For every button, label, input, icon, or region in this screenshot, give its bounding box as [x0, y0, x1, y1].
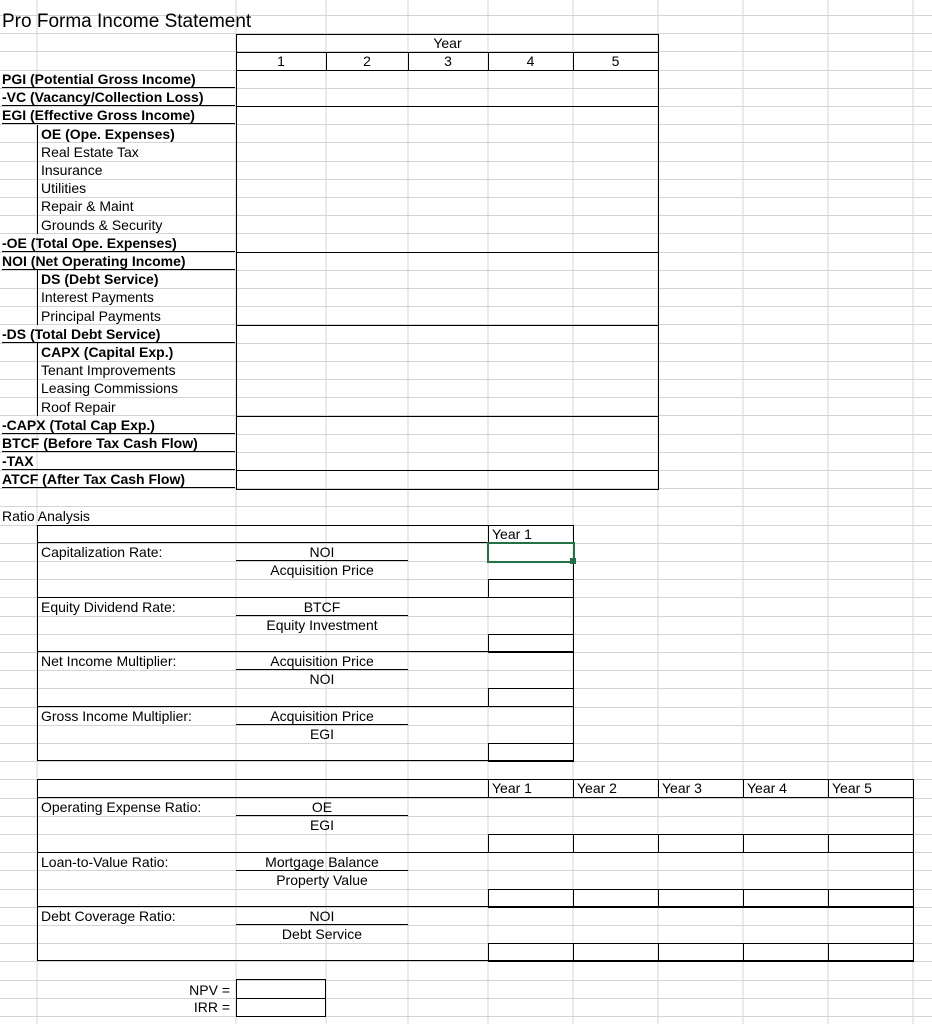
ratio-denominator: EGI — [309, 817, 335, 833]
label-column-border — [37, 343, 38, 416]
year-column-divider — [488, 52, 489, 70]
row-label: Interest Payments — [41, 289, 154, 306]
ratio-result-cell[interactable] — [488, 743, 574, 762]
ratio-result-cell[interactable] — [828, 943, 914, 962]
row-label: Real Estate Tax — [41, 143, 139, 160]
ratio-denominator: Debt Service — [281, 926, 363, 942]
row-label: Tenant Improvements — [41, 362, 176, 379]
year-column-header: 2 — [363, 53, 371, 69]
row-label: -CAPX (Total Cap Exp.) — [2, 416, 155, 433]
ratio-numerator: OE — [311, 799, 333, 815]
ratio-label: Capitalization Rate: — [41, 544, 163, 560]
ratio-result-cell[interactable] — [573, 889, 659, 908]
row-label: -OE (Total Ope. Expenses) — [2, 234, 177, 251]
ratio-row-rule — [37, 706, 574, 707]
row-label: DS (Debt Service) — [41, 271, 159, 288]
ratio-result-cell[interactable] — [658, 834, 744, 853]
ratio-label: Loan-to-Value Ratio: — [41, 853, 169, 870]
ratio-result-cell[interactable] — [658, 889, 744, 908]
row-label: Repair & Maint — [41, 198, 134, 215]
row-label: -DS (Total Debt Service) — [2, 325, 161, 342]
row-label: OE (Ope. Expenses) — [41, 125, 175, 142]
year-column-divider — [326, 52, 327, 70]
ratio-row-rule — [37, 852, 914, 853]
ratio-result-cell[interactable] — [828, 889, 914, 908]
data-section[interactable] — [236, 325, 659, 417]
ratio-numerator: Acquisition Price — [270, 653, 374, 670]
data-section[interactable] — [236, 70, 659, 107]
selected-cell[interactable] — [487, 542, 575, 563]
ratio-result-cell[interactable] — [658, 943, 744, 962]
ratio-denominator: NOI — [309, 671, 335, 688]
year-column-divider — [488, 779, 489, 797]
year1-left-border — [488, 525, 489, 543]
ratio-denominator: Property Value — [276, 871, 368, 888]
ratio-numerator: BTCF — [303, 598, 341, 615]
ratio-result-cell[interactable] — [488, 834, 574, 853]
ratio-numerator: Acquisition Price — [270, 708, 374, 725]
year-column-header: Year 4 — [747, 780, 787, 796]
ratio-result-cell[interactable] — [743, 834, 829, 853]
ratio-result-cell[interactable] — [488, 634, 574, 653]
year-column-header: Year 2 — [577, 780, 617, 796]
row-label: Insurance — [41, 162, 103, 178]
ratio-row-rule — [37, 597, 574, 598]
row-label-underline — [2, 487, 235, 488]
row-label: Grounds & Security — [41, 216, 163, 233]
ratio-label: Debt Coverage Ratio: — [41, 908, 176, 924]
row-label: BTCF (Before Tax Cash Flow) — [2, 435, 198, 451]
ratio-result-cell[interactable] — [488, 579, 574, 598]
ratio-result-cell[interactable] — [488, 688, 574, 707]
ratio-result-cell[interactable] — [828, 834, 914, 853]
year-column-header: 5 — [611, 53, 620, 69]
ratio-denominator: Acquisition Price — [270, 562, 374, 578]
ratio-numerator: NOI — [309, 908, 335, 924]
year-column-header: Year 1 — [492, 780, 532, 796]
year-column-header: 4 — [526, 53, 535, 69]
label-column-border — [37, 270, 38, 325]
row-label: Roof Repair — [41, 398, 116, 415]
ratio-denominator: Equity Investment — [266, 616, 378, 633]
ratio-result-cell[interactable] — [573, 943, 659, 962]
irr-label: IRR = — [193, 999, 230, 1015]
ratio-row-rule — [37, 651, 574, 652]
row-label: EGI (Effective Gross Income) — [2, 107, 195, 124]
row-label: PGI (Potential Gross Income) — [2, 71, 196, 87]
sheet-title: Pro Forma Income Statement — [2, 11, 252, 32]
ratio-result-cell[interactable] — [488, 889, 574, 908]
irr-cell[interactable] — [236, 998, 326, 1017]
year-column-divider — [573, 779, 574, 797]
year-column-divider — [743, 779, 744, 797]
ratio-label: Net Income Multiplier: — [41, 653, 177, 670]
row-label-underline — [2, 451, 235, 452]
year1-header: Year 1 — [492, 526, 532, 542]
year-column-divider — [408, 52, 409, 70]
ratio-result-cell[interactable] — [743, 943, 829, 962]
data-section[interactable] — [236, 106, 659, 253]
ratio-analysis-heading: Ratio Analysis — [2, 508, 90, 524]
row-label: Principal Payments — [41, 307, 161, 324]
ratio-result-cell[interactable] — [573, 834, 659, 853]
year-column-header: 3 — [444, 53, 452, 69]
year-column-header: Year 3 — [662, 780, 702, 796]
year-column-divider — [573, 52, 574, 70]
ratio-label: Equity Dividend Rate: — [41, 598, 176, 615]
row-label: -VC (Vacancy/Collection Loss) — [2, 89, 204, 106]
year-column-divider — [828, 779, 829, 797]
npv-label: NPV = — [189, 982, 230, 998]
ratio-label: Operating Expense Ratio: — [41, 799, 202, 815]
ratio-numerator: NOI — [309, 544, 335, 560]
ratio-label: Gross Income Multiplier: — [41, 708, 192, 725]
year-column-header: 1 — [277, 53, 285, 69]
year-column-divider — [658, 779, 659, 797]
ratio-denominator: EGI — [309, 726, 335, 743]
row-label: Leasing Commissions — [41, 380, 178, 397]
npv-cell[interactable] — [236, 979, 326, 999]
row-label: NOI (Net Operating Income) — [2, 253, 186, 269]
ratio-result-cell[interactable] — [743, 889, 829, 908]
data-section[interactable] — [236, 470, 659, 489]
ratio-result-cell[interactable] — [488, 943, 574, 962]
year-column-header: Year 5 — [832, 780, 872, 796]
row-label: Utilities — [41, 180, 87, 197]
data-section[interactable] — [236, 416, 659, 472]
data-section[interactable] — [236, 252, 659, 326]
label-column-border — [37, 125, 38, 234]
row-label: -TAX — [2, 453, 34, 470]
ratio-row-rule — [37, 906, 914, 907]
ratio-numerator: Mortgage Balance — [265, 853, 379, 870]
year-header: Year — [433, 35, 462, 51]
row-label: ATCF (After Tax Cash Flow) — [2, 471, 186, 488]
selection-handle[interactable] — [570, 558, 576, 564]
row-label: CAPX (Capital Exp.) — [41, 344, 174, 360]
